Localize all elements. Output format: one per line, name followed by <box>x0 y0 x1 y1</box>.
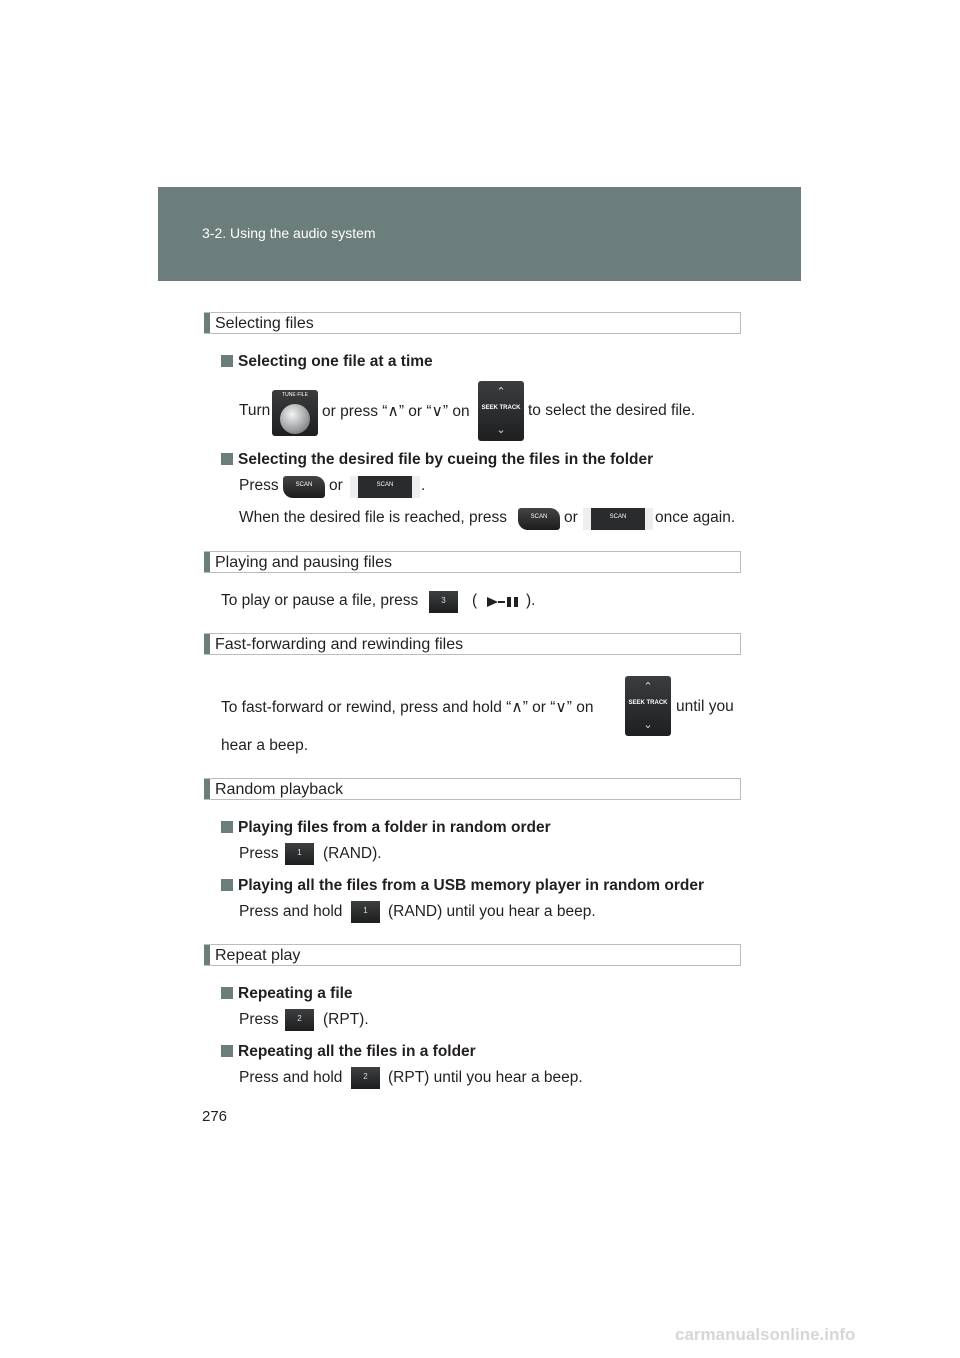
text-once-again: once again. <box>655 509 736 526</box>
text-press: Press <box>239 477 279 494</box>
section-heading-selecting-files: Selecting files <box>204 312 741 334</box>
text-paren-close: ). <box>526 592 536 609</box>
section-heading-random: Random playback <box>204 778 741 800</box>
header-band <box>158 187 801 281</box>
text-or-2: or <box>564 509 578 526</box>
text-period: . <box>421 477 426 494</box>
text-press-hold-rpt: Press and hold <box>239 1069 343 1086</box>
text-or-press: or press “∧” or “∨” on <box>322 403 470 420</box>
text-rand: (RAND). <box>323 845 382 862</box>
preset-1-button-icon-2: 1 <box>351 901 380 923</box>
subheading-random-usb: Playing all the files from a USB memory player in random order <box>221 877 704 895</box>
text-when-reached: When the desired file is reached, press <box>239 509 507 526</box>
preset-1-button-icon: 1 <box>285 843 314 865</box>
seek-track-button-icon: ⌃ SEEK TRACK ⌄ <box>478 381 524 441</box>
text-turn: Turn <box>239 402 271 419</box>
text-or: or <box>329 477 343 494</box>
text-ff-rewind: To fast-forward or rewind, press and hold “∧” or “∨” on <box>221 699 594 716</box>
play-pause-icon <box>487 596 519 608</box>
preset-3-button-icon: 3 <box>429 591 458 613</box>
text-rpt: (RPT). <box>323 1011 369 1028</box>
subheading-repeat-folder: Repeating all the files in a folder <box>221 1043 476 1061</box>
text-press-rpt: Press <box>239 1011 279 1028</box>
watermark: carmanualsonline.info <box>675 1325 856 1344</box>
subheading-repeat-file: Repeating a file <box>221 985 353 1003</box>
tune-file-knob-icon: TUNE·FILE <box>272 390 318 436</box>
scan-button-alt-icon: SCAN <box>350 476 420 498</box>
text-press-hold-rand: Press and hold <box>239 903 343 920</box>
text-until-you: until you <box>676 698 734 715</box>
section-heading-ff-rewind: Fast-forwarding and rewinding files <box>204 633 741 655</box>
scan-button-icon-2: SCAN <box>518 508 560 530</box>
subheading-random-folder: Playing files from a folder in random order <box>221 819 551 837</box>
text-rand-beep: (RAND) until you hear a beep. <box>388 903 596 920</box>
text-press-rand: Press <box>239 845 279 862</box>
section-header-title: 3-2. Using the audio system <box>202 225 376 241</box>
text-hear-beep: hear a beep. <box>221 737 309 754</box>
page-number: 276 <box>202 1108 228 1125</box>
section-heading-repeat: Repeat play <box>204 944 741 966</box>
preset-2-button-icon: 2 <box>285 1009 314 1031</box>
section-heading-playing-pausing: Playing and pausing files <box>204 551 741 573</box>
text-paren-open: ( <box>472 592 478 609</box>
preset-2-button-icon-2: 2 <box>351 1067 380 1089</box>
scan-button-alt-icon-2: SCAN <box>583 508 653 530</box>
subheading-cueing-files: Selecting the desired file by cueing the files in the folder <box>221 451 653 469</box>
text-rpt-beep: (RPT) until you hear a beep. <box>388 1069 583 1086</box>
text-play-pause: To play or pause a file, press <box>221 592 419 609</box>
subheading-one-file: Selecting one file at a time <box>221 353 433 371</box>
seek-track-button-icon-2: ⌃ SEEK TRACK ⌄ <box>625 676 671 736</box>
scan-button-icon: SCAN <box>283 476 325 498</box>
text-to-select: to select the desired file. <box>528 402 696 419</box>
